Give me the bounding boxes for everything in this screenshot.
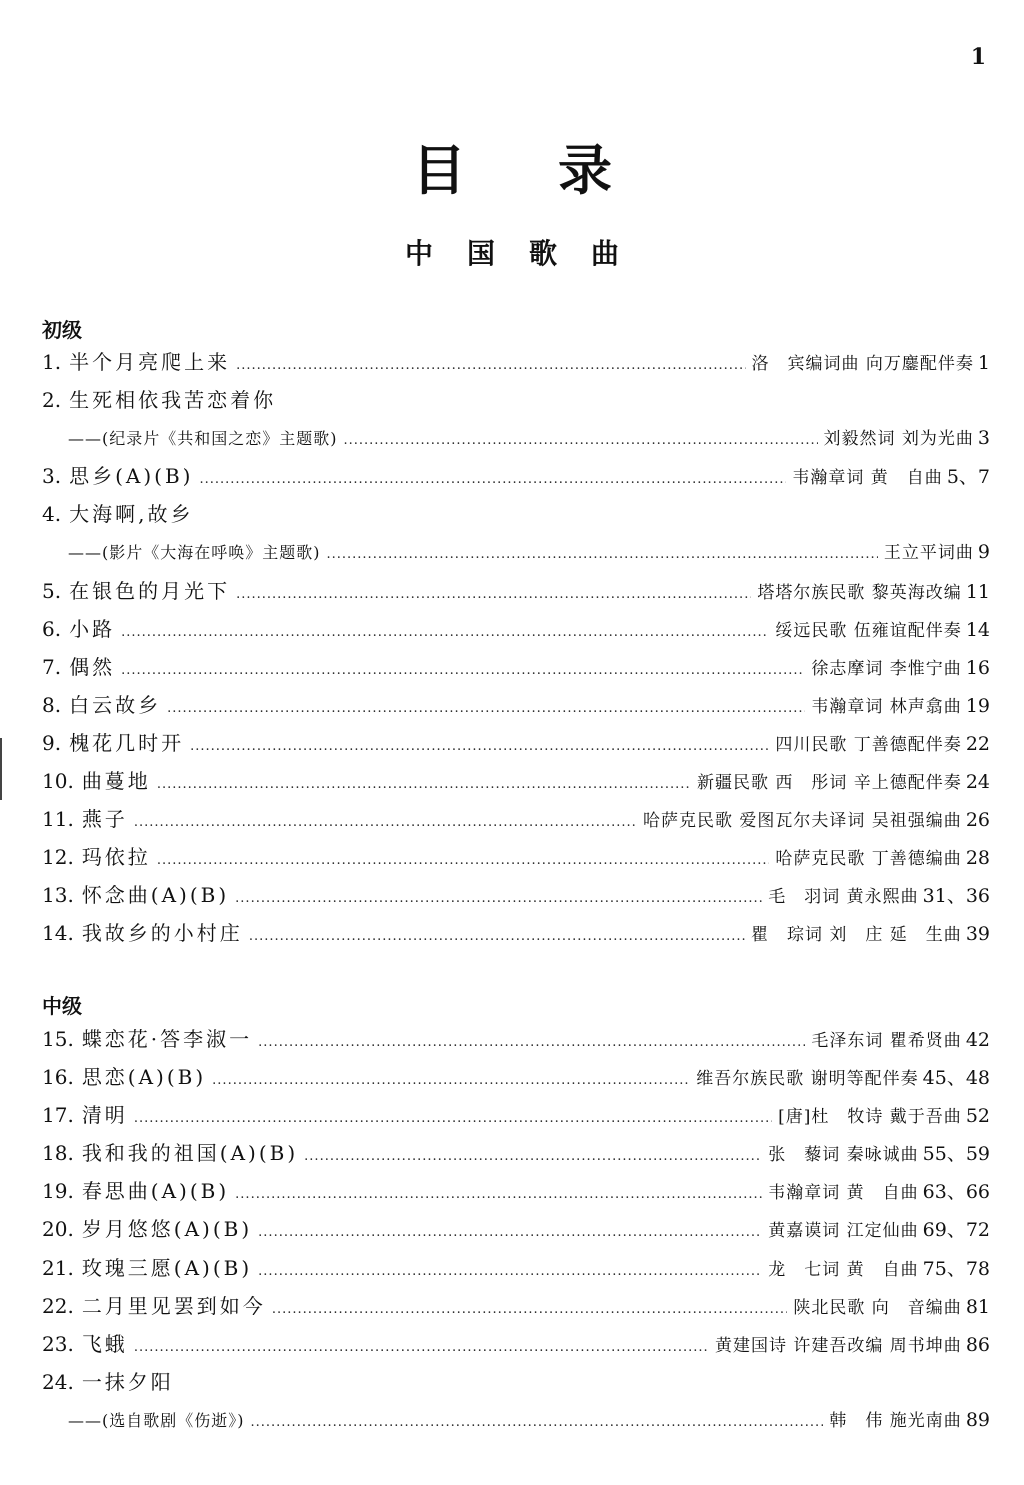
entry-title: 一抹夕阳 bbox=[81, 1369, 174, 1394]
entry-page-number: 5、7 bbox=[946, 466, 990, 489]
section-heading-intermediate: 中级 bbox=[42, 994, 82, 1018]
entry-credit: 毛 羽词 黄永熙曲 bbox=[768, 887, 919, 908]
entry-page-number: 9 bbox=[977, 541, 990, 564]
entry-title: 白云故乡 bbox=[69, 692, 162, 717]
dot-leader bbox=[236, 576, 751, 614]
entry-title: 曲蔓地 bbox=[81, 769, 151, 794]
entry-title: 思恋(A)(B) bbox=[81, 1065, 207, 1090]
entry-credit: 瞿 琮词 刘 庄 延 生曲 bbox=[751, 925, 962, 946]
dot-leader bbox=[251, 1404, 824, 1442]
entry-number: 19. bbox=[42, 1179, 74, 1204]
dot-leader bbox=[235, 1176, 762, 1214]
entry-page-number: 45、48 bbox=[922, 1067, 990, 1090]
toc-entry[interactable] bbox=[42, 1325, 990, 1363]
dot-leader bbox=[236, 347, 745, 385]
toc-entry[interactable] bbox=[42, 1249, 990, 1287]
dot-leader bbox=[212, 1062, 690, 1100]
dot-leader bbox=[157, 842, 770, 880]
entry-page-number: 1 bbox=[977, 352, 990, 374]
entry-number: 22. bbox=[42, 1293, 74, 1318]
entry-title: 岁月悠悠(A)(B) bbox=[81, 1217, 253, 1242]
toc-entry[interactable] bbox=[42, 876, 990, 914]
toc-entry[interactable] bbox=[42, 724, 990, 762]
toc-entry[interactable] bbox=[42, 1134, 990, 1172]
entry-credit: 洛 宾编词曲 向万鏖配伴奏 bbox=[751, 354, 974, 374]
entry-credit: 新疆民歌 西 彤词 辛上德配伴奏 bbox=[697, 773, 962, 794]
toc-entry[interactable] bbox=[42, 457, 990, 495]
entry-number: 20. bbox=[42, 1217, 74, 1242]
entry-title: 怀念曲(A)(B) bbox=[81, 883, 230, 908]
entry-credit: 韩 伟 施光南曲 bbox=[829, 1410, 962, 1431]
toc-list-beginner bbox=[42, 343, 990, 953]
entry-title: 玛依拉 bbox=[81, 845, 151, 870]
entry-credit: 四川民歌 丁善德配伴奏 bbox=[775, 734, 962, 755]
entry-title: ——(影片《大海在呼唤》主题歌) bbox=[68, 543, 321, 563]
toc-entry[interactable] bbox=[42, 1287, 990, 1325]
entry-number: 4. bbox=[42, 502, 62, 527]
entry-number: 6. bbox=[42, 616, 62, 641]
entry-page-number: 86 bbox=[965, 1333, 990, 1356]
entry-page-number: 31、36 bbox=[922, 885, 990, 908]
dot-leader bbox=[199, 461, 786, 499]
page-number: 1 bbox=[970, 44, 986, 70]
entry-title: 偶然 bbox=[69, 654, 116, 679]
toc-entry[interactable] bbox=[42, 610, 990, 648]
dot-leader bbox=[344, 422, 818, 460]
entry-credit: [唐]杜 牧诗 戴于吾曲 bbox=[778, 1107, 962, 1128]
entry-number: 12. bbox=[42, 845, 74, 870]
entry-number: 16. bbox=[42, 1065, 74, 1090]
toc-entry[interactable] bbox=[42, 495, 990, 533]
entry-page-number: 26 bbox=[965, 809, 990, 832]
entry-page-number: 42 bbox=[965, 1029, 990, 1051]
entry-page-number: 63、66 bbox=[922, 1181, 990, 1204]
entry-page-number: 16 bbox=[965, 656, 990, 679]
dot-leader bbox=[272, 1291, 788, 1329]
entry-page-number: 28 bbox=[965, 847, 990, 870]
entry-credit: 哈萨克民歌 丁善德编曲 bbox=[775, 849, 962, 870]
entry-number: 11. bbox=[42, 807, 74, 832]
entry-title: 清明 bbox=[81, 1103, 128, 1128]
entry-number: 13. bbox=[42, 883, 74, 908]
entry-number: 10. bbox=[42, 769, 74, 794]
entry-credit: 黄建国诗 许建吾改编 周书坤曲 bbox=[715, 1335, 962, 1356]
toc-list-intermediate bbox=[42, 1020, 990, 1439]
dot-leader bbox=[249, 918, 745, 956]
dot-leader bbox=[258, 1253, 762, 1291]
entry-credit: 绥远民歌 伍雍谊配伴奏 bbox=[775, 620, 962, 641]
entry-title: 春思曲(A)(B) bbox=[81, 1179, 230, 1204]
dot-leader bbox=[134, 1100, 772, 1138]
entry-page-number: 14 bbox=[965, 618, 990, 641]
entry-page-number: 39 bbox=[965, 923, 990, 946]
entry-credit: 陕北民歌 向 音编曲 bbox=[793, 1297, 962, 1318]
toc-entry[interactable] bbox=[42, 1096, 990, 1134]
entry-page-number: 81 bbox=[965, 1295, 990, 1318]
entry-page-number: 22 bbox=[965, 732, 990, 755]
entry-title: 二月里见罢到如今 bbox=[81, 1293, 266, 1318]
entry-title: ——(选自歌剧《伤逝》) bbox=[68, 1410, 245, 1430]
entry-number: 15. bbox=[42, 1027, 74, 1051]
entry-credit: 刘毅然词 刘为光曲 bbox=[823, 429, 974, 450]
entry-title: 飞蛾 bbox=[81, 1331, 128, 1356]
entry-page-number: 3 bbox=[977, 427, 990, 450]
entry-credit: 黄嘉谟词 江定仙曲 bbox=[768, 1221, 919, 1242]
entry-title: 燕子 bbox=[81, 807, 128, 832]
toc-subtitle-row[interactable] bbox=[42, 1401, 990, 1439]
dot-leader bbox=[167, 690, 805, 728]
dot-leader bbox=[121, 652, 805, 690]
entry-title: 我故乡的小村庄 bbox=[81, 921, 243, 946]
dot-leader bbox=[258, 1024, 805, 1062]
toc-entry[interactable] bbox=[42, 686, 990, 724]
entry-number: 21. bbox=[42, 1255, 74, 1280]
entry-credit: 哈萨克民歌 爱图瓦尔夫译词 吴祖强编曲 bbox=[643, 811, 962, 832]
scan-edge-mark bbox=[0, 738, 2, 800]
entry-title: 我和我的祖国(A)(B) bbox=[81, 1141, 299, 1166]
dot-leader bbox=[134, 1329, 709, 1367]
entry-credit: 塔塔尔族民歌 黎英海改编 bbox=[757, 582, 962, 603]
entry-number: 8. bbox=[42, 692, 62, 717]
entry-credit: 徐志摩词 李惟宁曲 bbox=[811, 658, 962, 679]
toc-entry[interactable] bbox=[42, 800, 990, 838]
toc-entry[interactable] bbox=[42, 1210, 990, 1248]
entry-title: 思乡(A)(B) bbox=[69, 464, 194, 489]
dot-leader bbox=[190, 728, 769, 766]
toc-entry[interactable] bbox=[42, 1172, 990, 1210]
entry-number: 24. bbox=[42, 1369, 74, 1394]
entry-number: 7. bbox=[42, 654, 62, 679]
entry-number: 23. bbox=[42, 1331, 74, 1356]
entry-credit: 维吾尔族民歌 谢明等配伴奏 bbox=[696, 1069, 919, 1090]
entry-number: 2. bbox=[42, 388, 62, 413]
dot-leader bbox=[327, 536, 878, 574]
entry-title: 蝶恋花·答李淑一 bbox=[81, 1027, 253, 1051]
toc-entry[interactable] bbox=[42, 838, 990, 876]
toc-entry[interactable] bbox=[42, 1058, 990, 1096]
toc-entry[interactable] bbox=[42, 914, 990, 952]
entry-credit: 韦瀚章词 黄 自曲 bbox=[792, 468, 943, 489]
entry-page-number: 69、72 bbox=[922, 1219, 990, 1242]
dot-leader bbox=[235, 880, 762, 918]
page-title: 目录 bbox=[412, 139, 704, 202]
toc-entry[interactable] bbox=[42, 762, 990, 800]
entry-number: 14. bbox=[42, 921, 74, 946]
entry-credit: 王立平词曲 bbox=[883, 543, 974, 564]
entry-number: 3. bbox=[42, 464, 62, 489]
dot-leader bbox=[258, 1214, 762, 1252]
dot-leader bbox=[121, 614, 769, 652]
entry-page-number: 75、78 bbox=[922, 1257, 990, 1280]
entry-title: 玫瑰三愿(A)(B) bbox=[81, 1255, 253, 1280]
entry-page-number: 89 bbox=[965, 1408, 990, 1431]
entry-credit: 韦瀚章词 黄 自曲 bbox=[768, 1183, 919, 1204]
entry-title: 在银色的月光下 bbox=[69, 578, 231, 603]
toc-entry[interactable] bbox=[42, 572, 990, 610]
section-heading-beginner: 初级 bbox=[42, 318, 82, 342]
entry-title: 生死相依我苦恋着你 bbox=[69, 388, 277, 413]
entry-number: 9. bbox=[42, 730, 62, 755]
section-title: 中国歌曲 bbox=[404, 237, 653, 270]
dot-leader bbox=[304, 1138, 762, 1176]
entry-credit: 韦瀚章词 林声翕曲 bbox=[811, 696, 962, 717]
entry-page-number: 55、59 bbox=[922, 1143, 990, 1166]
entry-credit: 龙 七词 黄 自曲 bbox=[768, 1259, 919, 1280]
entry-title: 小路 bbox=[69, 616, 116, 641]
toc-subtitle-row[interactable] bbox=[42, 533, 990, 571]
entry-number: 1. bbox=[42, 350, 62, 374]
toc-entry[interactable] bbox=[42, 1020, 990, 1058]
entry-credit: 张 藜词 秦咏诚曲 bbox=[768, 1145, 919, 1166]
entry-page-number: 24 bbox=[965, 771, 990, 794]
entry-page-number: 11 bbox=[965, 580, 990, 603]
entry-credit: 毛泽东词 瞿希贤曲 bbox=[811, 1031, 962, 1051]
toc-entry[interactable] bbox=[42, 343, 990, 381]
entry-page-number: 19 bbox=[965, 694, 990, 717]
entry-number: 18. bbox=[42, 1141, 74, 1166]
entry-title: ——(纪录片《共和国之恋》主题歌) bbox=[68, 429, 338, 449]
entry-title: 大海啊,故乡 bbox=[69, 502, 194, 527]
toc-entry[interactable] bbox=[42, 648, 990, 686]
toc-entry[interactable] bbox=[42, 1363, 990, 1401]
toc-entry[interactable] bbox=[42, 381, 990, 419]
entry-page-number: 52 bbox=[965, 1105, 990, 1128]
toc-subtitle-row[interactable] bbox=[42, 419, 990, 457]
entry-number: 17. bbox=[42, 1103, 74, 1128]
dot-leader bbox=[134, 804, 637, 842]
entry-number: 5. bbox=[42, 578, 62, 603]
entry-title: 半个月亮爬上来 bbox=[69, 350, 231, 374]
entry-title: 槐花几时开 bbox=[69, 730, 185, 755]
dot-leader bbox=[157, 766, 691, 804]
